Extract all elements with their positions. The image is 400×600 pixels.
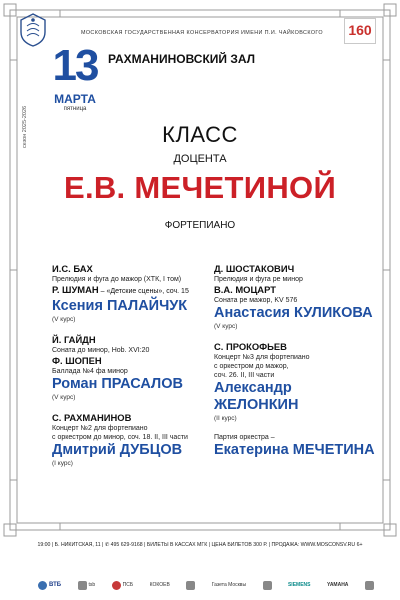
composer: Й. ГАЙДН [52,334,96,345]
sponsor-logo [365,581,374,590]
course-label: (I курс) [52,460,73,467]
work-title: Прелюдия и фуга ре минор [214,276,303,283]
performer-name: Александр [214,380,292,396]
work-title: с оркестром до мажор, [214,363,289,370]
work-title: с оркестром до минор, соч. 18. II, III части [52,434,188,441]
course-label: (V курс) [214,323,238,330]
performer-name: ЖЕЛОНКИН [214,397,299,413]
sponsor-logo [78,581,96,590]
work-title: соч. 26. II, III части [214,372,275,379]
work-title: Концерт №2 для фортепиано [52,425,148,432]
composer: И.С. БАХ [52,263,93,274]
sponsor-name: ВТБ [49,582,62,588]
course-label: (II курс) [214,415,237,422]
sponsor-name: tsb [88,582,96,588]
hall-name: РАХМАНИНОВСКИЙ ЗАЛ [108,52,256,66]
sponsor-logo [288,582,311,588]
composer: В.А. МОЦАРТ [214,284,276,295]
psb-logo-icon [112,581,121,590]
program-left-column [52,263,212,468]
title-class: КЛАСС [162,122,238,147]
sponsor-name: SIEMENS [287,582,311,588]
generic-logo-icon [263,581,272,590]
orchestra-label: Партия оркестра – [214,434,275,441]
composer [52,284,212,298]
vtb-logo-icon [38,581,47,590]
program-block [52,334,212,402]
anniversary-logo [344,18,376,44]
footer-info: 19:00 | Б. НИКИТСКАЯ, 11 | ✆ 495 629-9168 | БИЛЕТЫ В КАССАХ МГК | ЦЕНА БИЛЕТОВ 300 Р. | ПРОДАЖА: WWW.MOSCONSV.RU 6+ [37,542,363,548]
sponsor-name: Газета Москвы [211,582,247,588]
orchestra-performer: Екатерина МЕЧЕТИНА [214,442,375,458]
composer: С. РАХМАНИНОВ [52,412,132,423]
program-right-column [214,263,374,459]
sponsor-logo [38,581,61,590]
work-title: Соната до минор, Hob. XVI:20 [52,347,150,354]
sponsor-logo [212,582,246,588]
performer-name: Ксения ПАЛАЙЧУК [52,298,188,314]
program-block [214,341,374,423]
composer: С. ПРОКОФЬЕВ [214,341,287,352]
sponsor-logo [263,581,272,590]
concert-day: 13 [52,41,98,90]
work-title: Прелюдия и фуга до мажор (ХТК, I том) [52,276,182,283]
composer: Д. ШОСТАКОВИЧ [214,263,295,274]
program-block [52,263,212,324]
work-title: Концерт №3 для фортепиано [214,354,310,361]
sponsor-name: КОКОЕВ [149,582,170,588]
tsb-logo-icon [78,581,87,590]
program-block [52,412,212,468]
sponsor-logo [327,582,348,588]
sponsor-logo [112,581,134,590]
composer-name: Р. ШУМАН [52,284,99,295]
course-label: (V курс) [52,316,76,323]
composer: Ф. ШОПЕН [52,355,102,366]
work-title: Баллада №4 фа минор [52,368,128,375]
sponsor-name: YAMAHA [326,582,349,588]
performer-name: Дмитрий ДУБЦОВ [52,442,183,458]
concert-weekday: пятница [63,106,87,112]
orchestra-block [214,433,374,459]
work-title: Соната ре мажор, KV 576 [214,297,298,304]
teacher-name: Е.В. МЕЧЕТИНОЙ [63,170,337,205]
season-label: сезон 2025-2026 [22,105,28,148]
sponsor-logo [150,582,170,588]
performer-name: Анастасия КУЛИКОВА [214,305,373,321]
title-rank: ДОЦЕНТА [173,153,227,165]
sponsor-name: ПСБ [122,582,134,588]
concert-month: МАРТА [54,92,96,106]
institution-name: МОСКОВСКАЯ ГОСУДАРСТВЕННАЯ КОНСЕРВАТОРИЯ ИМЕНИ П.И. ЧАЙКОВСКОГО [80,30,324,36]
performer-name: Роман ПРАСАЛОВ [52,376,183,392]
sponsor-logo [186,581,195,590]
conservatory-emblem-icon [18,12,48,48]
program-block [214,263,374,331]
generic-logo-icon [186,581,195,590]
course-label: (V курс) [52,394,76,401]
generic-logo-icon [365,581,374,590]
anniversary-number: 160 [348,22,372,38]
work-title-inline: – «Детские сцены», соч. 15 [98,288,189,295]
instrument-label: ФОРТЕПИАНО [164,220,236,231]
sponsor-logos [38,578,374,592]
